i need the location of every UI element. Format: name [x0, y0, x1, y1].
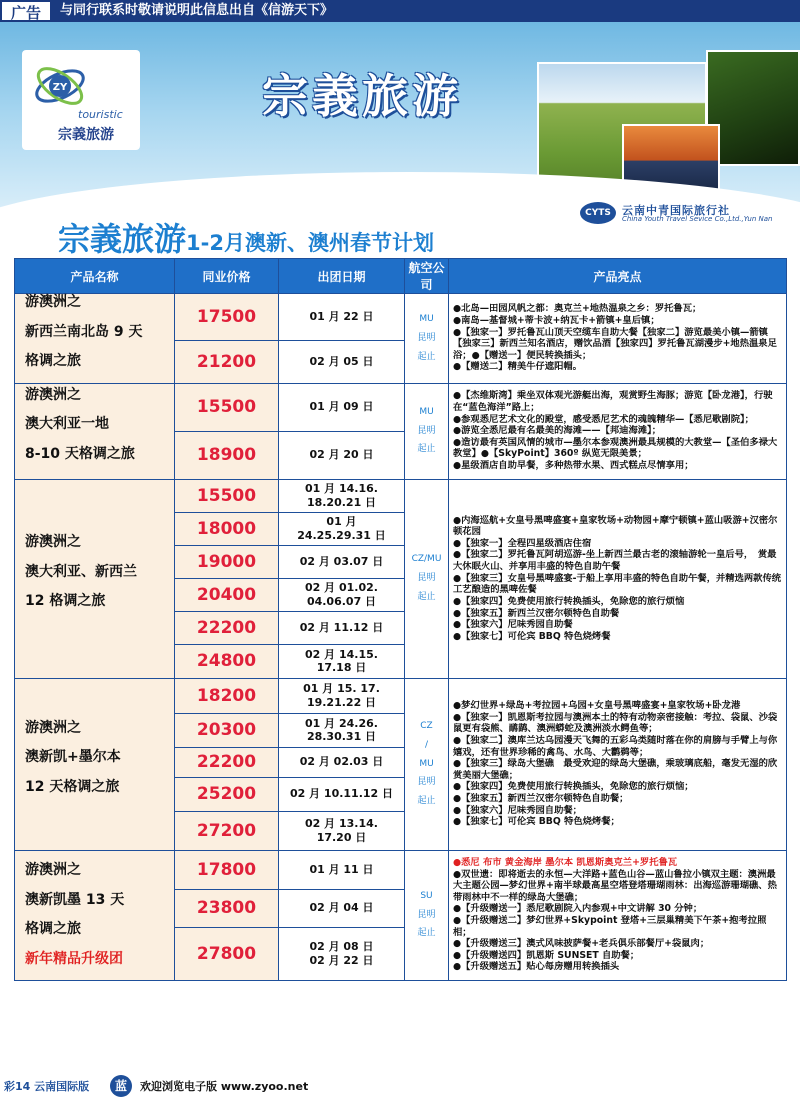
airline-line: 起止: [417, 591, 436, 602]
product-name-cell: [15, 383, 175, 479]
highlight-item: ●【升级赠送一】悉尼歌剧院入内参观+中文讲解 30 分钟；: [453, 903, 703, 915]
highlight-item: ●【独家一】全程四星级酒店住宿: [453, 537, 592, 549]
highlight-item: ●造访最有英国风情的城市—墨尔本参观澳洲最具规模的大教堂—【圣伯多禄大教堂】●【SkyPoint】360º 纵览无限美景；: [453, 436, 778, 460]
product-name-cell: [15, 850, 175, 980]
highlight-item: ●北岛—田园风帆之都：奥克兰+地热温泉之乡：罗托鲁瓦；: [453, 303, 702, 315]
ad-notice: 与同行联系时敬请说明此信息出自《信游天下》: [60, 3, 334, 18]
product-name-line: 游澳洲之: [25, 294, 81, 310]
table-row: [15, 383, 787, 431]
airline-line: 起止: [417, 351, 436, 362]
product-name-line: 澳大利亚一地: [25, 416, 109, 433]
product-name-line: 12 格调之旅: [25, 593, 106, 610]
footer-website: 欢迎浏览电子版 www.zyoo.net: [140, 1080, 309, 1093]
highlights-cell: [449, 383, 787, 479]
date-cell: 02 月 13.14. 17.20 日: [279, 811, 405, 850]
airline-line: SU: [420, 890, 433, 901]
product-name-line: 澳新凯+墨尔本: [25, 749, 121, 766]
page-number: 彩14 云南国际版: [4, 1080, 90, 1093]
price-cell: 15500: [175, 479, 279, 512]
airline-cell: [405, 479, 449, 678]
partner-badge-icon: CYTS: [580, 202, 616, 224]
date-cell: 01 月 22 日: [279, 294, 405, 341]
airline-line: 起止: [417, 796, 436, 807]
product-name-line: 格调之旅: [25, 353, 81, 369]
airline-line: MU: [419, 758, 434, 769]
price-cell: 15500: [175, 383, 279, 431]
airline-line: 昆明: [417, 777, 436, 788]
airline-cell: [405, 294, 449, 384]
col-header-price: 同业价格: [175, 259, 279, 294]
price-cell: 17500: [175, 294, 279, 341]
highlight-item: ●参观悉尼艺术文化的殿堂，感受悉尼艺术的魂魄精华—【悉尼歌剧院】；: [453, 413, 754, 425]
plan-title-brand: 宗義旅游: [58, 220, 187, 258]
date-cell: 02 月 08 日 02 月 22 日: [279, 927, 405, 980]
price-cell: 19000: [175, 545, 279, 578]
highlight-item: ●游览全悉尼最有名最美的海滩——【邦迪海滩】；: [453, 425, 661, 437]
date-cell: 01 月 15. 17. 19.21.22 日: [279, 678, 405, 713]
highlight-item: ●【升级赠送三】澳式风味披萨餐+老兵俱乐部餐厅+袋鼠肉；: [453, 938, 710, 950]
price-cell: 22200: [175, 611, 279, 644]
highlight-item: ●双世遗：即将逝去的永恒—大洋路+蓝色山谷—蓝山鲁拉小镇双主题：澳洲最大主题公园—梦幻世界+南半球最高星空塔登塔珊瑚雨林：出海巡游珊瑚礁、热带雨林中不一样的绿岛大堡礁；: [453, 868, 777, 903]
price-cell: 21200: [175, 340, 279, 383]
highlights-cell: [449, 678, 787, 850]
company-logo: [22, 50, 140, 150]
product-name-line: 游澳洲之: [25, 862, 81, 878]
highlight-item: ●【独家五】新西兰汉密尔顿特色自助餐: [453, 607, 620, 619]
highlight-item: ●【独家三】绿岛大堡礁 最受欢迎的绿岛大堡礁，乘玻璃底船，毫发无湿的欣赏美丽大堡礁；: [453, 758, 778, 781]
price-cell: 23800: [175, 889, 279, 927]
date-cell: 01 月 09 日: [279, 383, 405, 431]
col-header-airline: 航空公司: [405, 259, 449, 294]
product-name-line: 游澳洲之: [25, 386, 81, 403]
plan-title: [58, 214, 434, 258]
logo-mark: ZY: [52, 82, 68, 93]
highlight-item: ●南岛—基督城+蒂卡波+纳瓦卡+箭镇+皇后镇；: [453, 315, 660, 327]
highlight-item: ●【独家五】新西兰汉密尔顿特色自助餐；: [453, 793, 629, 805]
product-name-line: 游澳洲之: [25, 534, 81, 551]
airline-line: 昆明: [417, 332, 436, 343]
price-cell: 27200: [175, 811, 279, 850]
price-cell: 18900: [175, 431, 279, 479]
price-cell: 18000: [175, 512, 279, 545]
brand-title: 宗義旅游: [262, 69, 462, 123]
highlight-item: ●内海巡航+女皇号黑啤盛宴+皇家牧场+动物园+摩宁顿镇+蓝山吸游+汉密尔顿花园: [453, 514, 778, 538]
product-name-line: 澳新凯墨 13 天: [25, 891, 125, 908]
highlight-item: ●【独家七】可伦宾 BBQ 特色烧烤餐；: [453, 816, 620, 828]
ad-strip: [0, 0, 800, 22]
price-cell: 22200: [175, 747, 279, 777]
partner-name-cn: 云南中青国际旅行社: [622, 204, 730, 217]
price-cell: 17800: [175, 850, 279, 889]
highlight-item: ●【升级赠送五】贴心每房赠用转换插头: [453, 961, 620, 973]
airline-line: 起止: [417, 444, 436, 455]
highlight-item: ●【独家四】免费使用旅行转换插头，免除您的旅行烦恼: [453, 595, 685, 607]
price-cell: 18200: [175, 678, 279, 713]
header-banner: [0, 22, 800, 227]
airline-line: MU: [419, 406, 434, 417]
product-name-cell: [15, 479, 175, 678]
date-cell: 02 月 20 日: [279, 431, 405, 479]
col-header-date: 出团日期: [279, 259, 405, 294]
price-cell: 20300: [175, 713, 279, 747]
airline-line: 起止: [417, 928, 436, 939]
airline-line: 昆明: [417, 573, 436, 584]
highlight-item: ●【升级赠送二】梦幻世界+Skypoint 登塔+三层巢精美下午茶+抱考拉照相；: [453, 915, 767, 938]
partner-name-en: China Youth Travel Sevice Co.,Ltd.,Yun Nan: [622, 215, 773, 223]
partner-agency: [580, 202, 800, 227]
product-name-line: 12 天格调之旅: [25, 778, 120, 795]
airline-cell: [405, 383, 449, 479]
highlight-item: ●【独家六】尼味秀园自助餐；: [453, 804, 582, 816]
price-cell: 20400: [175, 578, 279, 611]
airline-line: MU: [419, 313, 434, 324]
col-header-product: 产品名称: [15, 259, 175, 294]
date-cell: 01 月 11 日: [279, 850, 405, 889]
product-name-line: 新西兰南北岛 9 天: [25, 323, 143, 340]
airline-line: CZ: [420, 720, 433, 731]
highlight-item: ●【杰维斯湾】乘坐双体观光游艇出海，观赏野生海豚；游览【卧龙港】，行驶在“蓝色海洋”路上；: [453, 390, 773, 413]
date-cell: 02 月 01.02. 04.06.07 日: [279, 578, 405, 611]
airline-cell: [405, 678, 449, 850]
highlight-item: ●梦幻世界+绿岛+考拉园+乌园+女皇号黑啤盛宴+皇家牧场+卧龙港: [453, 700, 741, 712]
date-cell: 01 月 24.26. 28.30.31 日: [279, 713, 405, 747]
date-cell: 02 月 03.07 日: [279, 545, 405, 578]
logo-globe-icon: [32, 58, 88, 114]
page-footer: [0, 1072, 800, 1100]
table-row: [15, 678, 787, 713]
highlight-item: ●【独家四】免费使用旅行转换插头，免除您的旅行烦恼；: [453, 781, 694, 793]
product-name-line: 格调之旅: [25, 921, 81, 937]
highlight-item: ●【独家二】澳库兰达乌园漫天飞舞的五彩乌类随时落在你的肩膀与手臂上与你嬉戏，还有世界珍稀的禽鸟、水鸟、大鹳鹈等；: [453, 734, 778, 758]
plan-title-text: 1-2月澳新、澳州春节计划: [186, 231, 434, 255]
highlights-cell: [449, 479, 787, 678]
highlights-cell: [449, 850, 787, 980]
highlight-item: ●【独家七】可伦宾 BBQ 特色烧烤餐: [453, 630, 611, 642]
price-cell: 25200: [175, 777, 279, 811]
date-cell: 01 月 14.16. 18.20.21 日: [279, 479, 405, 512]
highlight-item: ●【独家六】尼味秀园自助餐: [453, 619, 573, 631]
date-cell: 01 月 24.25.29.31 日: [279, 512, 405, 545]
forest-photo: [706, 50, 800, 166]
highlight-item: ●【升级赠送四】凯恩斯 SUNSET 自助餐；: [453, 949, 640, 961]
date-cell: 02 月 04 日: [279, 889, 405, 927]
product-table: [14, 258, 787, 981]
highlight-item: ●【独家二】罗托鲁瓦阿胡巡游-坐上新西兰最古老的滚轴游轮一皇后号， 赏最大休眠火山、并享用丰盛的特色自助午餐: [453, 549, 777, 573]
date-cell: 02 月 11.12 日: [279, 611, 405, 644]
product-name-line: 澳大利亚、新西兰: [25, 563, 137, 580]
ad-tag: 广告: [0, 0, 52, 22]
table-header-row: [15, 259, 787, 294]
price-cell: 27800: [175, 927, 279, 980]
product-name-cell: [15, 678, 175, 850]
highlight-route: ●悉尼 布市 黄金海岸 墨尔本 凯恩斯奥克兰+罗托鲁瓦: [453, 856, 678, 868]
logo-chinese: 宗義旅游: [58, 127, 114, 143]
highlight-item: ●【独家三】女皇号黑啤盛宴-于船上享用丰盛的特色自助午餐，并精选两款传统工艺酿造的黑啤佐餐: [453, 572, 782, 596]
date-cell: 02 月 14.15. 17.18 日: [279, 644, 405, 678]
highlight-item: ●星级酒店自助早餐，多种热带水果、西式糕点尽情享用；: [453, 460, 694, 472]
product-name-line: 8-10 天格调之旅: [25, 445, 135, 462]
product-name-tag: 新年精品升级团: [25, 950, 123, 967]
product-name-line: 游澳洲之: [25, 719, 81, 736]
table-row: [15, 479, 787, 512]
product-name-cell: [15, 294, 175, 384]
table-row: [15, 294, 787, 341]
highlights-cell: [449, 294, 787, 384]
highlight-item: ●【独家一】罗托鲁瓦山顶天空缆车自助大餐【独家二】游览最美小镇—箭镇【独家三】新西兰知名酒店，赠饮品酒【独家四】罗托鲁瓦湖漫步+地热温泉足浴；●【赠送一】便民转换插头；: [453, 326, 777, 361]
date-cell: 02 月 05 日: [279, 340, 405, 383]
col-header-highlights: 产品亮点: [449, 259, 787, 294]
airline-line: 昆明: [417, 909, 436, 920]
airline-line: CZ/MU: [411, 554, 442, 565]
footer-badge: 蓝: [110, 1075, 132, 1097]
airline-cell: [405, 850, 449, 980]
logo-english: touristic: [78, 108, 123, 121]
table-row: [15, 850, 787, 889]
highlight-item: ●【赠送二】精美牛仔遮阳帽。: [453, 361, 582, 373]
price-cell: 24800: [175, 644, 279, 678]
date-cell: 02 月 10.11.12 日: [279, 777, 405, 811]
highlight-item: ●【独家一】凯恩斯考拉园与澳洲本土的特有动物亲密接触：考拉、袋鼠、沙袋鼠更有袋熊、鸸鹋、澳洲蟒蛇及澳洲淡水鳄鱼等；: [453, 711, 778, 735]
airline-line: 昆明: [417, 425, 436, 436]
date-cell: 02 月 02.03 日: [279, 747, 405, 777]
airline-line: /: [424, 739, 429, 750]
